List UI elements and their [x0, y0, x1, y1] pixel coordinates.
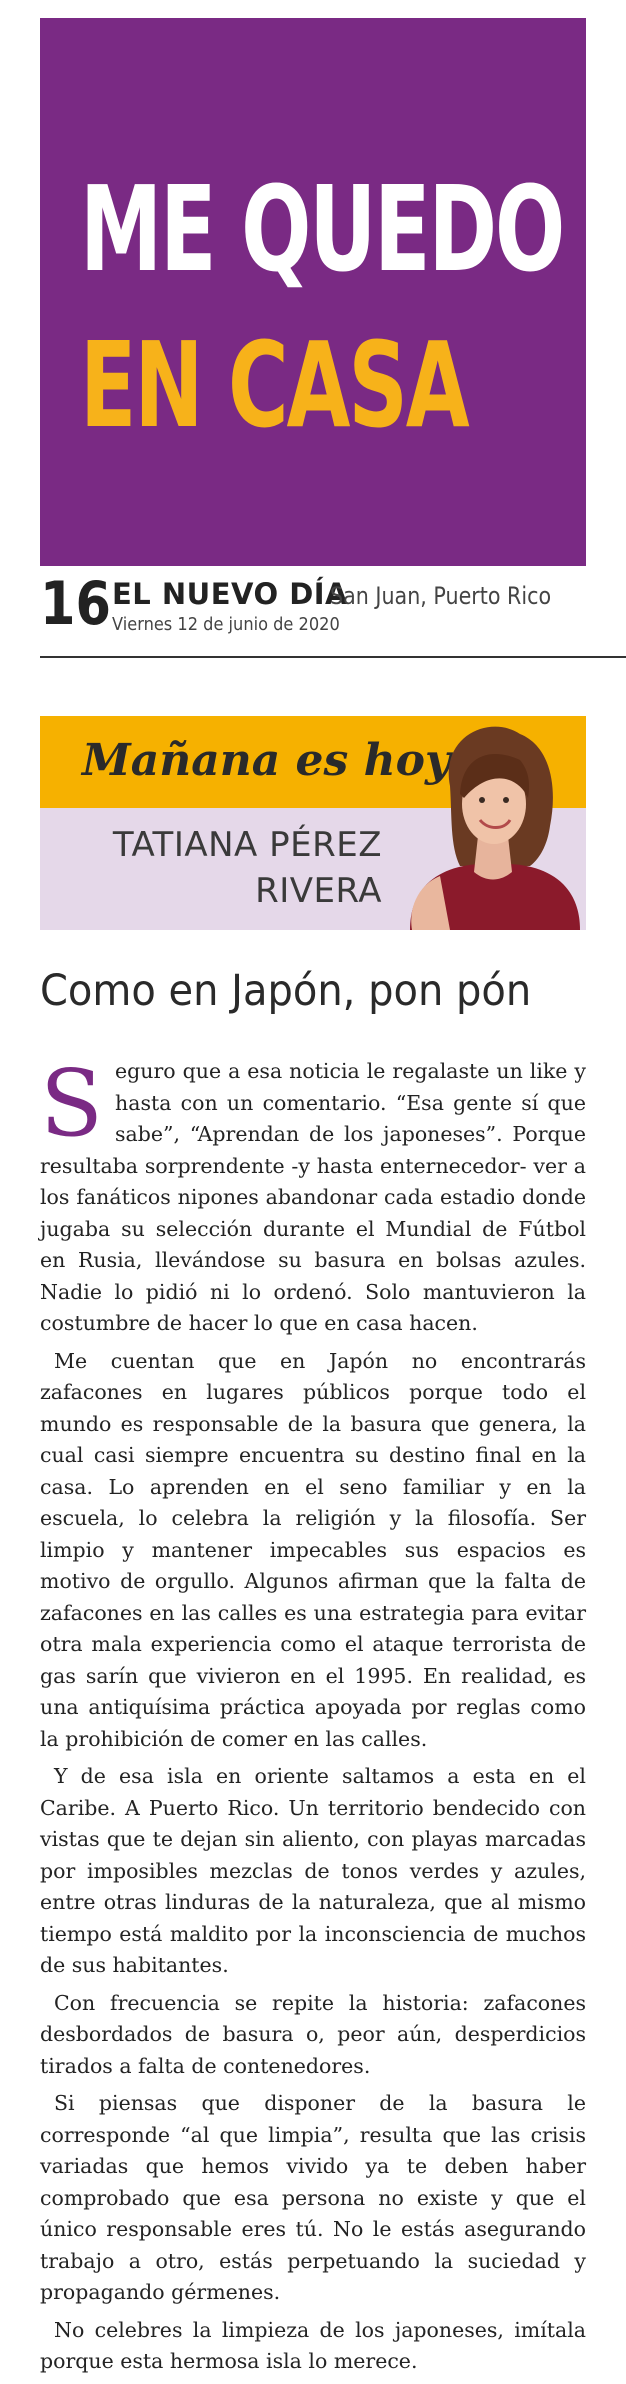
column-banner — [40, 716, 586, 930]
author-portrait — [380, 716, 586, 930]
author-name-line-1: TATIANA PÉREZ — [112, 825, 382, 865]
masthead-line-1: ME QUEDO — [80, 160, 564, 298]
page-number: 16 — [40, 569, 111, 639]
folio-rule — [40, 656, 626, 658]
author-name-line-2: RIVERA — [255, 871, 382, 911]
article-headline: Como en Japón, pon pón — [40, 966, 532, 1016]
author-name — [82, 822, 382, 914]
column-name: Mañana es hoy — [82, 735, 451, 786]
author-portrait-illustration — [380, 716, 586, 930]
masthead-line-2: EN CASA — [80, 316, 468, 454]
paragraph-1: Seguro que a esa noticia le regalaste un like y hasta con un comentario. “Esa gente sí que sabe”, “Aprendan de los japoneses”. Porque resultaba sorprendente -y hasta enternecedor- ver a los fanáticos nipones abandonar cada estadio donde jugaba su selección durante el Mundial de Fútbol en Rusia, llevándose su basura en bolsas azules. Nadie lo pidió ni lo ordenó. Solo mantuvieron la costumbre de hacer lo que en casa hacen. — [40, 1050, 586, 1335]
paragraph-3: Y de esa isla en oriente saltamos a esta en el Caribe. A Puerto Rico. Un territorio bendecido con vistas que te dejan sin aliento, con playas marcadas por imposibles mezclas de tonos verdes y azules, entre otras linduras de la naturaleza, que al mismo tiempo está maldito por la inconsciencia de muchos de sus habitantes. — [40, 1764, 586, 1977]
issue-date: Viernes 12 de junio de 2020 — [112, 614, 340, 635]
section-masthead — [40, 18, 586, 566]
page-folio — [40, 569, 620, 654]
newspaper-name: EL NUEVO DÍA — [112, 577, 349, 611]
dateline-place: San Juan, Puerto Rico — [330, 582, 552, 610]
article-body — [40, 1050, 586, 2384]
paragraph-4: Con frecuencia se repite la historia: zafacones desbordados de basura o, peor aún, desperdicios tirados a falta de contenedores. — [40, 1990, 586, 2078]
paragraph-2: Me cuentan que en Japón no encontrarás zafacones en lugares públicos porque todo el mundo es responsable de la basura que genera, la cual casi siempre encuentra su destino final en la casa. Lo aprenden en el seno familiar y en la escuela, lo celebra la religión y la filosofía. Ser limpio y mantener impecables sus espacios es motivo de orgullo. Algunos afirman que la falta de zafacones en las calles es una estrategia para evitar otra mala experiencia como el ataque terrorista de gas sarín que vivieron en el 1995. En realidad, es una antiquísima práctica apoyada por reglas como la prohibición de comer en las calles. — [40, 1348, 586, 1751]
paragraph-6: No celebres la limpieza de los japoneses, imítala porque esta hermosa isla lo merece. — [40, 2317, 586, 2373]
paragraph-5: Si piensas que disponer de la basura le corresponde “al que limpia”, resulta que las crisis variadas que hemos vivido ya te deben haber comprobado que esa persona no existe y que el único responsable eres tú. No le estás asegurando trabajo a otro, estás perpetuando la suciedad y propagando gérmenes. — [40, 2091, 586, 2304]
drop-cap: S — [40, 1050, 104, 1157]
